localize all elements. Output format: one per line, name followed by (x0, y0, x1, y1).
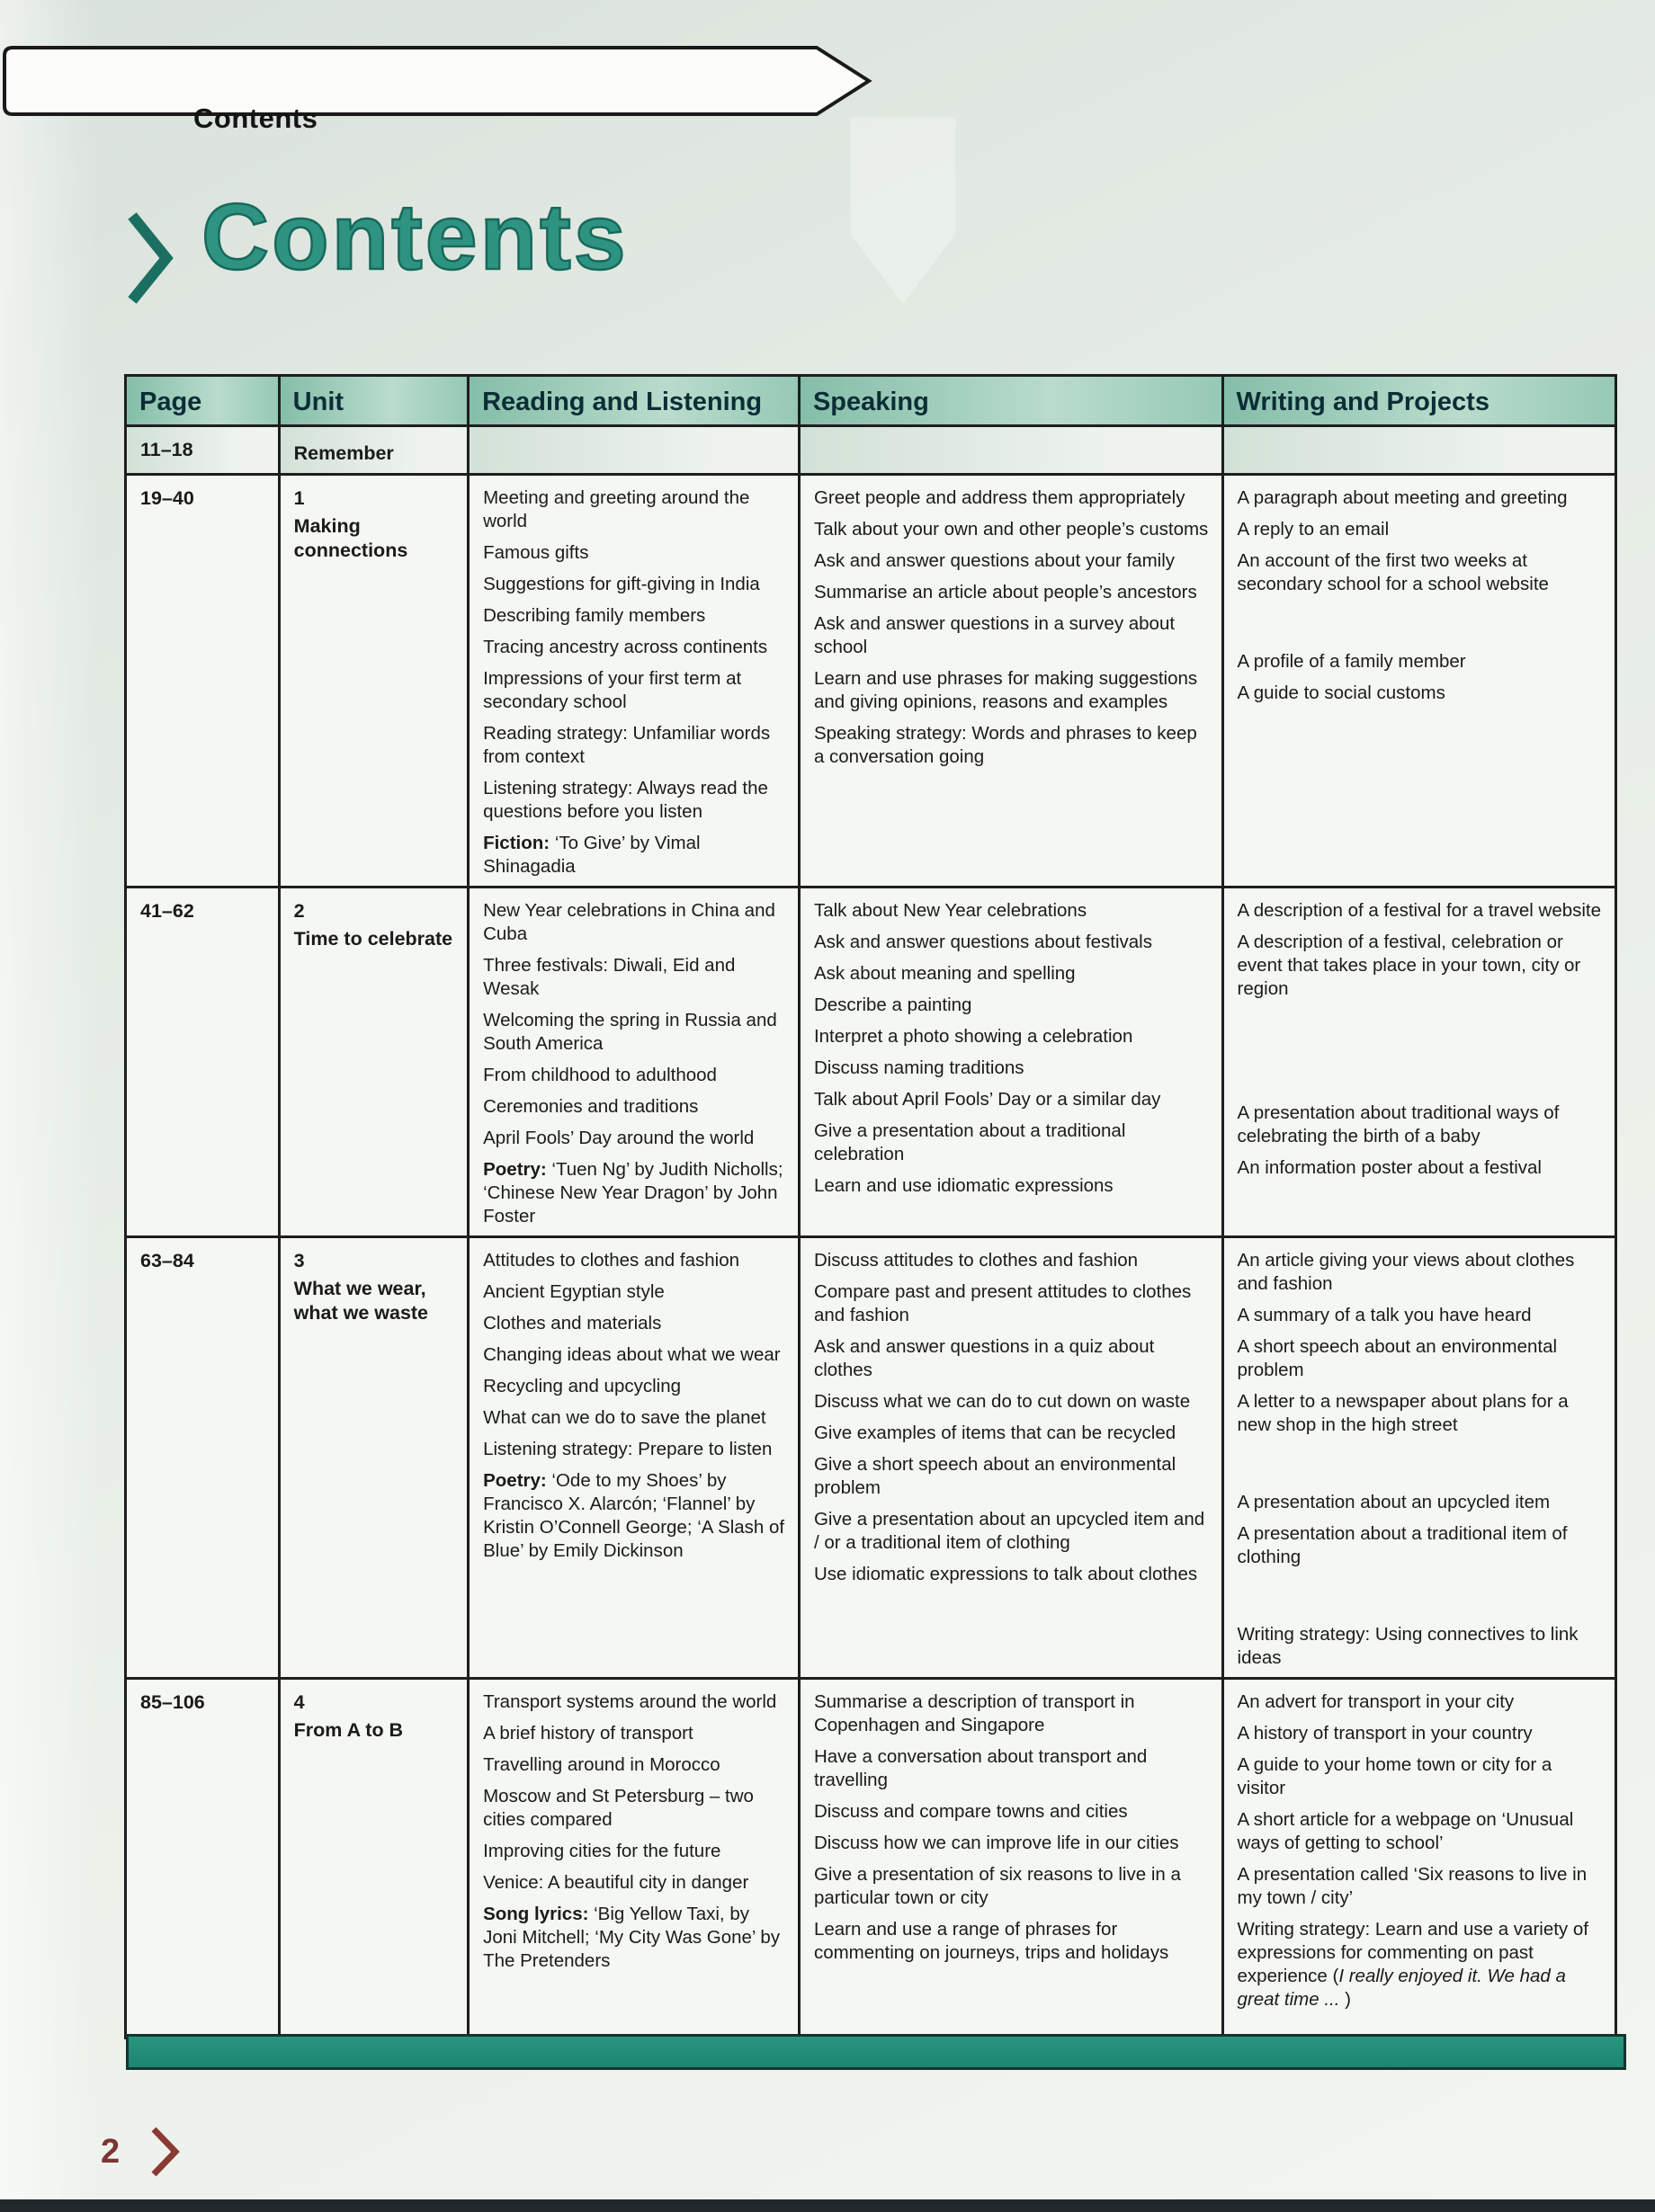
content-item-text: Ask and answer questions about your family (813, 550, 1176, 571)
page-cell (126, 475, 280, 887)
scan-bottom-edge (0, 2199, 1655, 2212)
content-item (1238, 1808, 1602, 1855)
unit-cell (279, 887, 468, 1237)
content-item-text: April Fools’ Day around the world (483, 1128, 755, 1148)
unit-name: Remember (293, 442, 394, 464)
content-item-text: Use idiomatic expressions to talk about clothes (813, 1564, 1198, 1584)
content-item (483, 667, 785, 714)
content-item (1238, 682, 1602, 705)
content-item (483, 1312, 785, 1335)
content-item (483, 636, 785, 659)
content-item-text: ‘To Give’ by Vimal Shinagadia (483, 833, 701, 877)
column-header-page: Page (126, 376, 280, 426)
content-item (483, 899, 785, 946)
speaking-cell (799, 475, 1222, 887)
header-tab-shape (0, 43, 890, 119)
content-item (1238, 931, 1602, 1001)
content-item-text: Ceremonies and traditions (483, 1096, 699, 1117)
page-range: 41–62 (140, 900, 194, 922)
content-item-text: ‘Tuen Ng’ by Judith Nicholls; ‘Chinese New Year Dragon’ by John Foster (483, 1159, 783, 1226)
content-item-text: Talk about April Fools’ Day or a similar day (813, 1089, 1161, 1110)
contents-table-wrap (124, 374, 1617, 2039)
content-item (1238, 1690, 1602, 1714)
content-item (483, 1127, 785, 1150)
unit-name: Making connections (293, 515, 408, 561)
content-item (814, 1057, 1209, 1080)
content-item-text: Meeting and greeting around the world (483, 487, 750, 531)
column-header-writing-and-projects: Writing and Projects (1222, 376, 1615, 426)
content-item (1238, 899, 1602, 923)
content-item (483, 1406, 785, 1430)
unit-number: 3 (293, 1250, 305, 1271)
page-cell (126, 1679, 280, 2038)
reading-cell (469, 426, 800, 475)
header-tab-label: Contents (193, 103, 318, 134)
unit-number: 2 (293, 900, 305, 922)
writing-cell (1222, 1237, 1615, 1679)
content-item-text: Tracing ancestry across continents (483, 637, 768, 657)
unit-name: From A to B (293, 1719, 404, 1741)
content-item (1238, 1623, 1602, 1670)
content-item-text: Improving cities for the future (483, 1841, 721, 1861)
content-item (1238, 1335, 1602, 1382)
content-item (814, 1918, 1209, 1965)
content-item (1238, 1249, 1602, 1296)
unit-name: What we wear, what we waste (293, 1278, 429, 1324)
unit-cell (279, 426, 468, 475)
content-item (483, 1064, 785, 1087)
page-cell (126, 426, 280, 475)
content-item (814, 722, 1209, 769)
content-item-text: A reply to an email (1237, 519, 1390, 540)
content-item (814, 1745, 1209, 1792)
content-item-text: A paragraph about meeting and greeting (1237, 487, 1568, 508)
content-item (1238, 1918, 1602, 2011)
unit-cell (279, 475, 468, 887)
content-item (814, 1249, 1209, 1272)
content-item-text: A description of a festival for a travel website (1237, 900, 1602, 921)
unit-cell (279, 1237, 468, 1679)
writing-cell (1222, 475, 1615, 887)
unit-name: Time to celebrate (293, 928, 453, 950)
content-item (483, 1375, 785, 1398)
content-item (814, 1025, 1209, 1048)
speaking-cell (799, 887, 1222, 1237)
page-title-text: Contents (201, 185, 629, 290)
content-item-bold-label: Poetry: (483, 1470, 552, 1491)
speaking-cell (799, 1679, 1222, 2038)
watermark-crest (850, 117, 956, 304)
unit-number: 1 (293, 487, 305, 509)
unit-cell (279, 1679, 468, 2038)
content-item-text: Ask and answer questions in a survey about school (813, 613, 1176, 657)
content-item-text: Interpret a photo showing a celebration (813, 1026, 1133, 1047)
content-item (483, 1690, 785, 1714)
content-item-text: A short article for a webpage on ‘Unusual ways of getting to school’ (1237, 1809, 1574, 1853)
content-item-text: Discuss attitudes to clothes and fashion (813, 1250, 1139, 1271)
content-item-text: Give a short speech about an environmental problem (813, 1454, 1176, 1498)
content-item-text: Impressions of your first term at secondary school (483, 668, 742, 712)
content-item-text: Ask about meaning and spelling (813, 963, 1076, 984)
column-header-reading-and-listening: Reading and Listening (469, 376, 800, 426)
content-item (814, 1863, 1209, 1910)
content-item-text: A description of a festival, celebration or event that takes place in your town, city or region (1237, 932, 1581, 999)
content-item (483, 1871, 785, 1895)
content-item-text: Ask and answer questions in a quiz about clothes (813, 1336, 1155, 1380)
content-item (483, 1009, 785, 1056)
content-item-text: Attitudes to clothes and fashion (483, 1250, 740, 1271)
content-item (814, 962, 1209, 986)
reading-cell (469, 887, 800, 1237)
content-item (483, 777, 785, 824)
content-item (483, 1785, 785, 1832)
content-item-text: Talk about your own and other people’s customs (813, 519, 1209, 540)
scan-light-margin (0, 0, 99, 2212)
content-item (483, 1343, 785, 1367)
speaking-cell (799, 426, 1222, 475)
content-item-text: A summary of a talk you have heard (1237, 1305, 1532, 1325)
content-item (814, 1280, 1209, 1327)
content-item (1238, 1522, 1602, 1569)
content-item-text: Describe a painting (813, 995, 972, 1015)
content-item (814, 994, 1209, 1017)
content-item (814, 1563, 1209, 1586)
content-item-text: An article giving your views about clothes and fashion (1237, 1250, 1575, 1294)
content-item-text: A profile of a family member (1237, 651, 1466, 672)
content-item (814, 1832, 1209, 1855)
content-item-text: Have a conversation about transport and travelling (813, 1746, 1148, 1790)
content-item (1238, 1390, 1602, 1437)
content-item-text: Give a presentation about a traditional celebration (813, 1120, 1126, 1164)
speaking-cell (799, 1237, 1222, 1679)
page-number: 2 (101, 2133, 121, 2171)
content-item-text: Suggestions for gift-giving in India (483, 574, 760, 594)
content-item-text: Changing ideas about what we wear (483, 1344, 781, 1365)
writing-cell (1222, 887, 1615, 1237)
column-header-unit: Unit (279, 376, 468, 426)
content-item (814, 549, 1209, 573)
content-item-text: Ancient Egyptian style (483, 1281, 665, 1302)
content-item-text: Welcoming the spring in Russia and South America (483, 1010, 777, 1054)
content-item (483, 604, 785, 628)
content-item-text: Ask and answer questions about festivals (813, 932, 1152, 952)
column-header-speaking: Speaking (799, 376, 1222, 426)
content-item-text: Speaking strategy: Words and phrases to keep a conversation going (813, 723, 1197, 767)
content-item-text: Talk about New Year celebrations (813, 900, 1087, 921)
content-item-text: Describing family members (483, 605, 706, 626)
content-item (483, 1903, 785, 1973)
content-item-text: A presentation about traditional ways of celebrating the birth of a baby (1237, 1102, 1560, 1146)
content-item-text: From childhood to adulthood (483, 1065, 717, 1085)
content-item (1238, 486, 1602, 510)
content-item (483, 541, 785, 565)
content-item (814, 1088, 1209, 1111)
table-row (126, 426, 1616, 475)
content-item (814, 899, 1209, 923)
content-item-text: Clothes and materials (483, 1313, 662, 1333)
content-item-text: Summarise a description of transport in Copenhagen and Singapore (813, 1691, 1135, 1735)
content-item (1238, 1156, 1602, 1180)
page-range: 19–40 (140, 487, 194, 509)
content-item-text: A guide to social customs (1237, 682, 1445, 703)
content-item (483, 1249, 785, 1272)
content-item-text: Transport systems around the world (483, 1691, 777, 1712)
content-item-text: Learn and use idiomatic expressions (813, 1175, 1114, 1196)
table-row (126, 475, 1616, 887)
page-number-chevron-icon (149, 2126, 182, 2178)
content-item-bold-label: Poetry: (483, 1159, 552, 1180)
chevron-right-icon (126, 210, 174, 306)
content-item (1238, 1102, 1602, 1148)
content-item-text: ) (1339, 1989, 1351, 2010)
content-item-text: Listening strategy: Prepare to listen (483, 1439, 773, 1459)
content-item (483, 1753, 785, 1777)
content-item (1238, 1491, 1602, 1514)
content-item-text: Recycling and upcycling (483, 1376, 682, 1396)
unit-number: 4 (293, 1691, 305, 1713)
footer-bar (126, 2034, 1626, 2070)
content-item (814, 486, 1209, 510)
content-item-text: A guide to your home town or city for a visitor (1237, 1754, 1552, 1798)
content-item (1238, 1722, 1602, 1745)
content-item-text: Listening strategy: Always read the questions before you listen (483, 778, 768, 822)
content-item (483, 832, 785, 879)
reading-cell (469, 1237, 800, 1679)
content-item-text: Travelling around in Morocco (483, 1754, 720, 1775)
table-row (126, 1237, 1616, 1679)
writing-cell (1222, 1679, 1615, 2038)
content-item-text: A letter to a newspaper about plans for a new shop in the high street (1237, 1391, 1569, 1435)
table-row (126, 1679, 1616, 2038)
page-range: 63–84 (140, 1250, 194, 1271)
writing-cell (1222, 426, 1615, 475)
content-item (814, 1690, 1209, 1737)
content-item-text: A presentation about a traditional item of clothing (1237, 1523, 1568, 1567)
content-item-text: Discuss what we can do to cut down on waste (813, 1391, 1191, 1412)
content-item (1238, 518, 1602, 541)
page-cell (126, 887, 280, 1237)
page-cell (126, 1237, 280, 1679)
content-item-text: Writing strategy: Learn and use a variety of expressions for commenting on past experience ( (1237, 1919, 1588, 1986)
content-item-text: An advert for transport in your city (1237, 1691, 1515, 1712)
page-title (126, 185, 629, 306)
content-item (814, 931, 1209, 954)
content-item-text: Discuss and compare towns and cities (813, 1801, 1128, 1822)
content-item (814, 1508, 1209, 1555)
content-item (483, 1438, 785, 1461)
content-item-text: Reading strategy: Unfamiliar words from context (483, 723, 771, 767)
content-item-text: Give examples of items that can be recycled (813, 1423, 1176, 1443)
header-tab (0, 43, 890, 134)
content-item-italic-text: I really enjoyed it. We had a great time ... (1237, 1966, 1566, 2010)
content-item-text: Moscow and St Petersburg – two cities compared (483, 1786, 754, 1830)
content-item-text: Learn and use a range of phrases for commenting on journeys, trips and holidays (813, 1919, 1169, 1963)
content-item (1238, 1753, 1602, 1800)
content-item-text: Greet people and address them appropriately (813, 487, 1185, 508)
content-item-text: A brief history of transport (483, 1723, 693, 1744)
content-item (1238, 549, 1602, 596)
content-item (814, 612, 1209, 659)
page-range: 85–106 (140, 1691, 205, 1713)
content-item (814, 1390, 1209, 1414)
content-item-text: ‘Ode to my Shoes’ by Francisco X. Alarcón; ‘Flannel’ by Kristin O’Connell George; ‘A Slash of Blue’ by Emily Dickinson (483, 1470, 785, 1561)
reading-cell (469, 1679, 800, 2038)
content-item-bold-label: Fiction: (483, 833, 555, 853)
content-item-text: Three festivals: Diwali, Eid and Wesak (483, 955, 736, 999)
content-item-text: Give a presentation of six reasons to live in a particular town or city (813, 1864, 1181, 1908)
content-item (483, 486, 785, 533)
reading-cell (469, 475, 800, 887)
content-item-text: Learn and use phrases for making suggestions and giving opinions, reasons and examples (813, 668, 1198, 712)
content-item (814, 518, 1209, 541)
content-item (483, 722, 785, 769)
content-item (814, 1422, 1209, 1445)
content-item (483, 573, 785, 596)
content-item (814, 1453, 1209, 1500)
content-item-text: A short speech about an environmental problem (1237, 1336, 1558, 1380)
content-item (814, 581, 1209, 604)
content-item (483, 1840, 785, 1863)
content-item-text: Famous gifts (483, 542, 589, 563)
content-item (483, 1158, 785, 1228)
content-item (814, 1119, 1209, 1166)
content-item (483, 1722, 785, 1745)
content-item-text: An information poster about a festival (1237, 1157, 1542, 1178)
content-item (1238, 650, 1602, 673)
content-item (814, 667, 1209, 714)
content-item-text: What can we do to save the planet (483, 1407, 766, 1428)
content-item (483, 1469, 785, 1563)
content-item-text: A presentation called ‘Six reasons to live in my town / city’ (1237, 1864, 1588, 1908)
content-item-text: Summarise an article about people’s ancestors (813, 582, 1197, 602)
content-item-text: Give a presentation about an upcycled item and / or a traditional item of clothing (813, 1509, 1205, 1553)
content-item (1238, 1863, 1602, 1910)
content-item (814, 1800, 1209, 1824)
content-item (483, 1280, 785, 1304)
contents-table (124, 374, 1617, 2039)
content-item-text: An account of the first two weeks at secondary school for a school website (1237, 550, 1549, 594)
content-item-text: Writing strategy: Using connectives to link ideas (1237, 1624, 1579, 1668)
content-item-text: New Year celebrations in China and Cuba (483, 900, 775, 944)
content-item-text: Discuss how we can improve life in our cities (813, 1833, 1179, 1853)
table-row (126, 887, 1616, 1237)
content-item (814, 1174, 1209, 1198)
content-item-bold-label: Song lyrics: (483, 1904, 595, 1924)
content-item-text: ‘Big Yellow Taxi, by Joni Mitchell; ‘My City Was Gone’ by The Pretenders (483, 1904, 781, 1971)
content-item (1238, 1304, 1602, 1327)
content-item-text: A history of transport in your country (1237, 1723, 1533, 1744)
content-item-text: Compare past and present attitudes to clothes and fashion (813, 1281, 1192, 1325)
table-header-row (126, 376, 1616, 426)
page-range: 11–18 (140, 439, 193, 460)
content-item-text: A presentation about an upcycled item (1237, 1492, 1551, 1512)
content-item (814, 1335, 1209, 1382)
content-item (483, 954, 785, 1001)
content-item-text: Discuss naming traditions (813, 1057, 1024, 1078)
content-item (483, 1095, 785, 1119)
content-item-text: Venice: A beautiful city in danger (483, 1872, 749, 1893)
